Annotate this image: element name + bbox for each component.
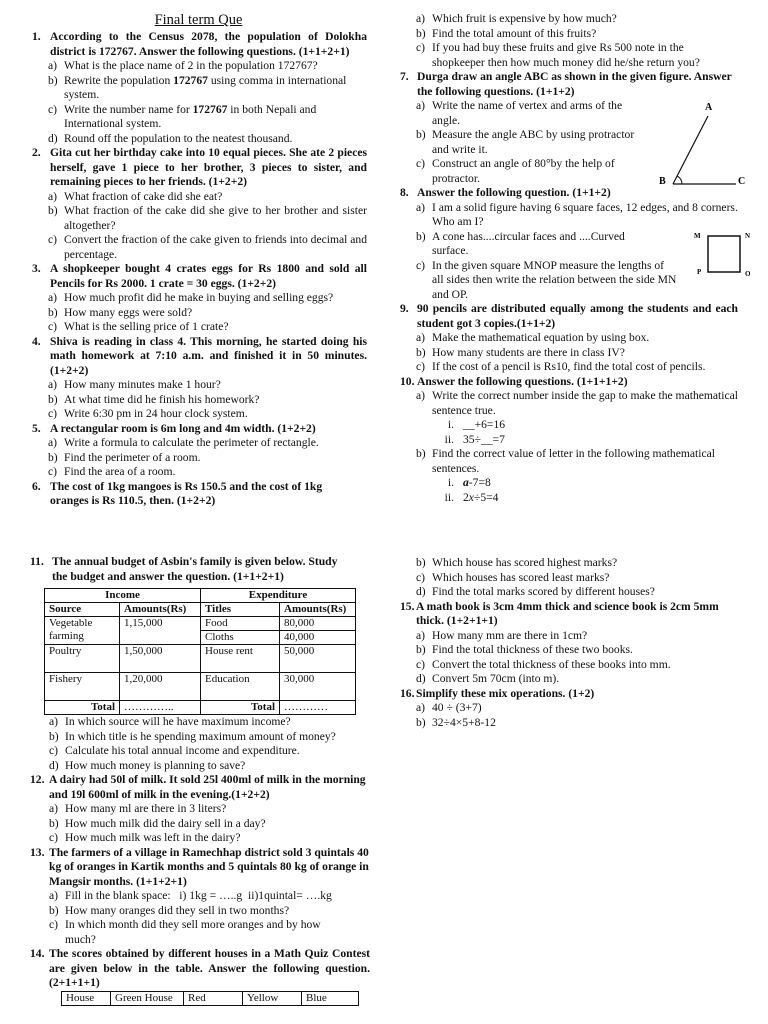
total-label: Total: [201, 701, 280, 715]
table-header-row: [45, 603, 356, 617]
question-text: The annual budget of Asbin's family is given below. Study the budget and answer the question. (1+1+2+1): [52, 555, 338, 583]
sub-item: ii. 2x÷5=4: [444, 490, 499, 504]
table-cell: Education: [201, 673, 280, 701]
question-number: 9.: [400, 302, 409, 315]
question-14: [30, 947, 370, 991]
question-number: 10.: [400, 374, 415, 388]
right-column-bottom: [400, 556, 738, 730]
vertex-o-label: O: [745, 270, 751, 278]
question-11: [30, 555, 370, 584]
question-13: [30, 846, 370, 890]
question-16: [400, 687, 738, 702]
sub-question: b) How much milk did the dairy sell in a day?: [49, 816, 266, 830]
vertex-b-label: B: [659, 176, 666, 187]
question-number: 12.: [30, 773, 45, 786]
question-number: 4.: [32, 334, 41, 348]
sub-item: ii. 35÷__=7: [444, 432, 505, 446]
column-header: Green House: [111, 991, 184, 1005]
sub-question: b) How many eggs were sold?: [48, 305, 193, 319]
sub-question: b) Which house has scored highest marks?: [416, 556, 618, 569]
sub-question: c) Find the area of a room.: [48, 465, 176, 478]
sub-question: b) A cone has....circular faces and ....Curved surface.: [416, 229, 625, 257]
sub-question: c) If you had buy these fruits and give Rs 500 note in the shopkeeper then how much money did he/she return you?: [416, 41, 700, 69]
table-row: [45, 645, 356, 673]
column-header: House: [62, 991, 111, 1005]
table-cell: 80,000 40,000: [280, 617, 356, 645]
column-header: Amounts(Rs): [280, 603, 356, 617]
question-number: 7.: [400, 70, 409, 83]
sub-question: a) Fill in the blank space: i) 1kg = …..g ii)1quintal= ….kg: [49, 889, 332, 902]
column-header: Red: [184, 991, 243, 1005]
square-mnop-figure: [694, 229, 758, 279]
sub-question: a) What fraction of cake did she eat?: [48, 189, 223, 203]
question-number: 6.: [32, 479, 41, 493]
sub-question: c) Which houses has scored least marks?: [416, 570, 610, 584]
question-number: 5.: [32, 421, 41, 435]
table-header-row: [62, 991, 359, 1005]
question-number: 11.: [30, 555, 44, 568]
sub-question: b) Rewrite the population 172767 using comma in international system.: [48, 73, 347, 101]
expenditure-header: Expenditure: [201, 589, 356, 603]
houses-table: [61, 991, 359, 1006]
sub-question: b) Find the perimeter of a room.: [48, 450, 201, 464]
question-7: [400, 70, 738, 99]
question-3: [30, 262, 367, 291]
sub-question: c) What is the selling price of 1 crate?: [48, 320, 229, 333]
sub-question: a) 40 ÷ (3+7): [416, 701, 482, 714]
table-total-row: [45, 701, 356, 715]
total-label: Total: [45, 701, 120, 715]
question-text: Answer the following questions. (1+1+1+2): [417, 374, 628, 388]
sub-question: a) Which fruit is expensive by how much?: [416, 12, 617, 25]
column-header: Yellow: [243, 991, 302, 1005]
question-number: 1.: [32, 30, 41, 43]
table-row: [45, 673, 356, 701]
sub-question: b) How many oranges did they sell in two months?: [49, 903, 290, 917]
sub-question: c) Calculate his total annual income and expenditure.: [49, 744, 300, 757]
sub-question: a) What is the place name of 2 in the population 172767?: [48, 59, 318, 72]
question-12: [30, 773, 370, 802]
sub-question: a) Write the name of vertex and arms of the angle.: [416, 99, 623, 127]
vertex-m-label: M: [694, 232, 701, 240]
question-text: A shopkeeper bought 4 crates eggs for Rs 1800 and sold all Pencils for Rs 2000. 1 crate = 30 eggs. (1+2+2): [50, 262, 367, 290]
question-4: [30, 335, 367, 379]
sub-item: i. __+6=16: [447, 418, 506, 431]
question-text: 90 pencils are distributed equally among the students and each student got 3 copies.(1+1+2): [417, 302, 738, 330]
table-cell: Vegetable farming: [45, 617, 120, 645]
sub-question: a) How much profit did he make in buying and selling eggs?: [48, 291, 334, 304]
page-title: Final term Que: [154, 12, 243, 28]
sub-question: b) What fraction of the cake did she give to her brother and sister altogether?: [48, 204, 367, 232]
sub-question: a) In which source will he have maximum income?: [49, 715, 291, 728]
question-6: [30, 480, 367, 509]
sub-question: a) How many minutes make 1 hour?: [48, 378, 221, 391]
question-text: The scores obtained by different houses in a Math Quiz Contest are given below in the table. Answer the following question. (2+1+1+1): [49, 947, 370, 989]
table-cell: 50,000: [280, 645, 356, 673]
angle-abc-figure: [652, 98, 748, 190]
sub-item: i. a-7=8: [447, 476, 491, 489]
question-text: Answer the following question. (1+1+2): [417, 186, 611, 199]
arm-ba: [673, 116, 708, 184]
sub-question: b) Find the total amount of this fruits?: [416, 26, 597, 40]
left-column-bottom: [30, 555, 370, 1006]
table-cell: 30,000: [280, 673, 356, 701]
sub-question: a) Make the mathematical equation by using box.: [416, 331, 650, 344]
table-row: [45, 617, 356, 645]
table-cell: Fishery: [45, 673, 120, 701]
vertex-a-label: A: [705, 102, 713, 113]
question-number: 2.: [32, 146, 41, 159]
sub-question: c) Convert the total thickness of these books into mm.: [416, 657, 671, 671]
question-text: Gita cut her birthday cake into 10 equal pieces. She ate 2 pieces herself, gave 1 piece to her brother, 3 pieces to sister, and remaining pieces to her friends. (1+2+2): [50, 146, 367, 188]
question-text: The cost of 1kg mangoes is Rs 150.5 and the cost of 1kg oranges is Rs 110.5, then. (1+2+2): [50, 479, 323, 507]
question-number: 8.: [400, 186, 409, 199]
question-number: 14.: [30, 947, 45, 960]
left-column-top: [30, 12, 367, 509]
table-header-row: [45, 589, 356, 603]
question-text: The farmers of a village in Ramechhap district sold 3 quintals 40 kg of oranges in Kartik months and 5 quintals 80 kg of orange in Mangsir months. (1+1+2+1): [49, 845, 369, 888]
sub-question: d) Find the total marks scored by different houses?: [416, 585, 655, 598]
question-number: 3.: [32, 262, 41, 275]
table-cell: 1,15,000: [120, 617, 201, 645]
sub-question: a) How many ml are there in 3 liters?: [49, 802, 227, 815]
sub-question: b) 32÷4×5+8-12: [416, 715, 496, 729]
angle-arc: [677, 176, 682, 184]
table-cell: Food Cloths: [201, 617, 280, 645]
budget-table: [44, 588, 356, 715]
question-text: Shiva is reading in class 4. This morning, he started doing his math homework at 7:10 a.m. and finished it in 50 minutes. (1+2+2): [50, 334, 367, 377]
sub-question: a) Write a formula to calculate the perimeter of rectangle.: [48, 436, 319, 449]
question-9: [400, 302, 738, 331]
income-header: Income: [45, 589, 201, 603]
vertex-n-label: N: [745, 232, 751, 240]
question-text: Durga draw an angle ABC as shown in the given figure. Answer the following questions. (1+1+2): [417, 70, 732, 98]
question-15: [400, 600, 738, 629]
column-header: Source: [45, 603, 120, 617]
question-text: According to the Census 2078, the population of Dolokha district is 172767. Answer the following questions. (1+1+2+1): [50, 30, 367, 58]
table-cell: 1,20,000: [120, 673, 201, 701]
sub-question: d) Convert 5m 70cm (into m).: [416, 672, 560, 685]
sub-question: b) Find the correct value of letter in the following mathematical sentences.: [416, 447, 715, 475]
table-cell: 1,50,000: [120, 645, 201, 673]
question-1: [30, 30, 367, 59]
sub-question: d) How much money is planning to save?: [49, 758, 246, 772]
sub-question: c) How much milk was left in the dairy?: [49, 831, 241, 844]
vertex-p-label: P: [697, 268, 702, 276]
sub-question: a) I am a solid figure having 6 square faces, 12 edges, and 8 corners. Who am I?: [416, 200, 738, 228]
question-text: A dairy had 50l of milk. It sold 25l 400ml of milk in the morning and 19l 600ml of milk in the evening.(1+2+2): [49, 773, 366, 801]
sub-question: c) In which month did they sell more oranges and by how much?: [49, 918, 321, 946]
square-outline: [708, 236, 740, 272]
question-text: A math book is 3cm 4mm thick and science book is 2cm 5mm thick. (1+2+1+1): [416, 599, 719, 627]
sub-question: b) At what time did he finish his homework?: [48, 392, 260, 406]
sub-question: c) If the cost of a pencil is Rs10, find the total cost of pencils.: [416, 360, 706, 373]
question-number: 15.: [400, 599, 415, 613]
sub-question: c) Convert the fraction of the cake given to friends into decimal and percentage.: [48, 233, 367, 261]
question-number: 16.: [400, 686, 415, 700]
sub-question: c) Write the number name for 172767 in both Nepali and International system.: [48, 102, 317, 130]
column-header: Amounts(Rs): [120, 603, 201, 617]
column-header: Blue: [302, 991, 359, 1005]
question-2: [30, 146, 367, 190]
table-cell: Poultry: [45, 645, 120, 673]
sub-question: a) Write the correct number inside the gap to make the mathematical sentence true.: [416, 389, 739, 417]
question-10: [400, 375, 738, 390]
question-text: A rectangular room is 6m long and 4m width. (1+2+2): [50, 421, 316, 435]
total-expenditure-blank: …………: [280, 701, 356, 715]
vertex-c-label: C: [738, 176, 746, 187]
sub-question: b) Measure the angle ABC by using protractor and write it.: [416, 128, 635, 156]
sub-question: c) In the given square MNOP measure the lengths of all sides then write the relation between the side MN and OP.: [416, 258, 677, 301]
sub-question: c) Write 6:30 pm in 24 hour clock system.: [48, 407, 248, 420]
column-header: Titles: [201, 603, 280, 617]
table-cell: House rent: [201, 645, 280, 673]
total-income-blank: …………..: [120, 701, 201, 715]
question-5: [30, 422, 367, 437]
question-number: 13.: [30, 845, 45, 859]
sub-question: b) Find the total thickness of these two books.: [416, 643, 633, 656]
sub-question: b) How many students are there in class IV?: [416, 345, 625, 359]
sub-question: c) Construct an angle of 80°by the help of protractor.: [416, 157, 615, 185]
sub-question: d) Round off the population to the neatest thousand.: [48, 131, 293, 145]
question-text: Simplify these mix operations. (1+2): [416, 686, 595, 700]
sub-question: a) How many mm are there in 1cm?: [416, 628, 588, 642]
sub-question: b) In which title is he spending maximum amount of money?: [49, 729, 336, 743]
right-column-top: [400, 12, 738, 505]
